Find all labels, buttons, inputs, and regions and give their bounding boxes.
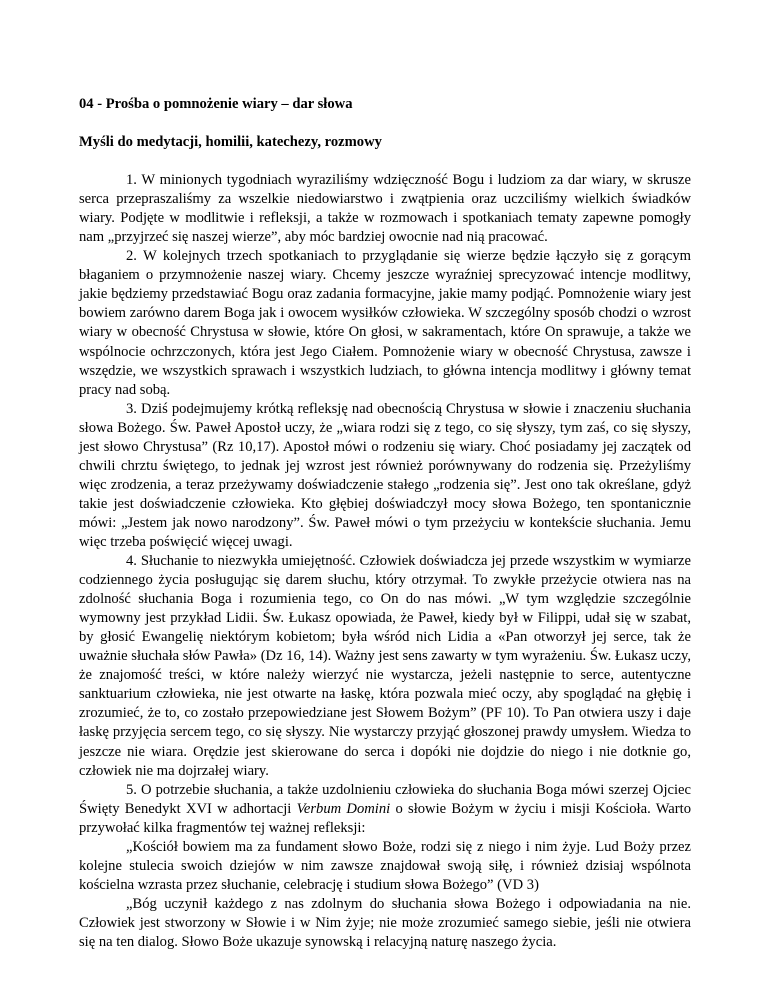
- paragraph-2: 2. W kolejnych trzech spotkaniach to przyglądanie się wierze będzie łączyło się z gorącym błaganiem o przymnożenie naszej wiary. Chcemy jeszcze wyraźniej sprecyzować intencje modlitwy, jakie będziemy przedstawiać Bogu oraz zadania formacyjne, jakie mamy podjąć. Pomnożenie wiary jest bowiem zarówno darem Boga jak i owocem wysiłków człowieka. W szczególny sposób chodzi o wzrost wiary w obecność Chrystusa w słowie, które On głosi, w sakramentach, które On sprawuje, a także we wspólnocie ochrzczonych, która jest Jego Ciałem. Pomnożenie wiary w obecność Chrystusa, zawsze i wszędzie, we wszystkich sprawach i wszystkich ludziach, to główna intencja modlitwy i główny temat pracy nad sobą.: [79, 248, 691, 398]
- paragraph-4: 4. Słuchanie to niezwykła umiejętność. Człowiek doświadcza jej przede wszystkim w wymiarze codziennego życia posługując się darem słuchu, który otrzymał. To zwykłe przeżycie otwiera nas na zdolność słuchania Boga i rozumienia tego, co On do nas mówi. „W tym względzie szczególnie wymowny jest przykład Lidii. Św. Łukasz opowiada, że Paweł, kiedy był w Filippi, udał się w szabat, by głosić Ewangelię niektórym kobietom; była wśród nich Lidia a «Pan otworzył jej serce, tak że uważnie słuchała słów Pawła» (Dz 16, 14). Ważny jest sens zawarty w tym wyrażeniu. Św. Łukasz uczy, że znajomość treści, w które należy wierzyć nie wystarcza, jeżeli następnie to serce, autentyczne sanktuarium człowieka, nie jest otwarte na łaskę, która pozwala mieć oczy, aby spoglądać na głębię i zrozumieć, że to, co zostało przepowiedziane jest Słowem Bożym” (PF 10). To Pan otwiera uszy i daje łaskę przyjęcia sercem tego, co się słyszy. Nie wystarczy przyjąć głoszonej prawdy umysłem. Wiedza to jeszcze nie wiara. Orędzie jest skierowane do serca i dopóki nie dojdzie do niego i nie dotknie go, człowiek nie ma dojrzałej wiary.: [79, 553, 691, 779]
- document-subtitle: Myśli do medytacji, homilii, katechezy, rozmowy: [79, 134, 382, 151]
- paragraph-1: 1. W minionych tygodniach wyraziliśmy wdzięczność Bogu i ludziom za dar wiary, w skrusze serca przepraszaliśmy za wszelkie niedowiarstwo i zwątpienia oraz uczciliśmy wielkich świadków wiary. Podjęte w modlitwie i refleksji, a także w rozmowach i spotkaniach tematy zapewne pomogły nam „przyjrzeć się naszej wierze”, aby móc bardziej owocnie nad nią pracować.: [79, 172, 691, 246]
- document-page: [79, 95, 691, 952]
- paragraph-5-text-after: o słowie Bożym w życiu i misji Kościoła. Warto przywołać kilka fragmentów tej ważnej refleksji:: [79, 800, 691, 836]
- quote-paragraph-1: „Kościół bowiem ma za fundament słowo Boże, rodzi się z niego i nim żyje. Lud Boży przez kolejne stulecia swoich dziejów w nim zawsze znajdował swoją siłę, i również dzisiaj wspólnota kościelna wzrasta przez słuchanie, celebrację i studium słowa Bożego” (VD 3): [79, 838, 691, 893]
- quote-paragraph-2: „Bóg uczynił każdego z nas zdolnym do słuchania słowa Bożego i odpowiadania na nie. Człowiek jest stworzony w Słowie i w Nim żyje; nie może zrozumieć samego siebie, jeśli nie otwiera się na ten dialog. Słowo Boże ukazuje synowską i relacyjną naturę naszego życia.: [79, 895, 691, 950]
- document-title: 04 - Prośba o pomnożenie wiary – dar słowa: [79, 96, 353, 112]
- paragraph-3: 3. Dziś podejmujemy krótką refleksję nad obecnością Chrystusa w słowie i znaczeniu słuchania słowa Bożego. Św. Paweł Apostoł uczy, że „wiara rodzi się z tego, co się słyszy, tym zaś, co się słyszy, jest słowo Chrystusa” (Rz 10,17). Apostoł mówi o rodzeniu się wiary. Choć posiadamy jej zaczątek od chwili chrztu świętego, to jednak jej wzrost jest również porównywany do rodzenia się. Przeżyliśmy więc zrodzenia, a teraz przeżywamy doświadczenie stałego „rodzenia się”. Jest ono tak określane, gdyż takie jest doświadczenie człowieka. Kto głębiej doświadczył mocy słowa Bożego, ten spontanicznie mówi: „Jestem jak nowo narodzony”. Św. Paweł mówi o tym przeżyciu w kontekście słuchania. Jemu więc trzeba poświęcić więcej uwagi.: [79, 400, 691, 550]
- paragraph-5: [79, 781, 691, 838]
- paragraph-5-italic-title: Verbum Domini: [296, 800, 391, 817]
- paragraph-5-text-before: 5. O potrzebie słuchania, a także uzdolnieniu człowieka do słuchania Boga mówi szerzej Ojciec Święty Benedykt XVI w adhortacji: [79, 781, 691, 817]
